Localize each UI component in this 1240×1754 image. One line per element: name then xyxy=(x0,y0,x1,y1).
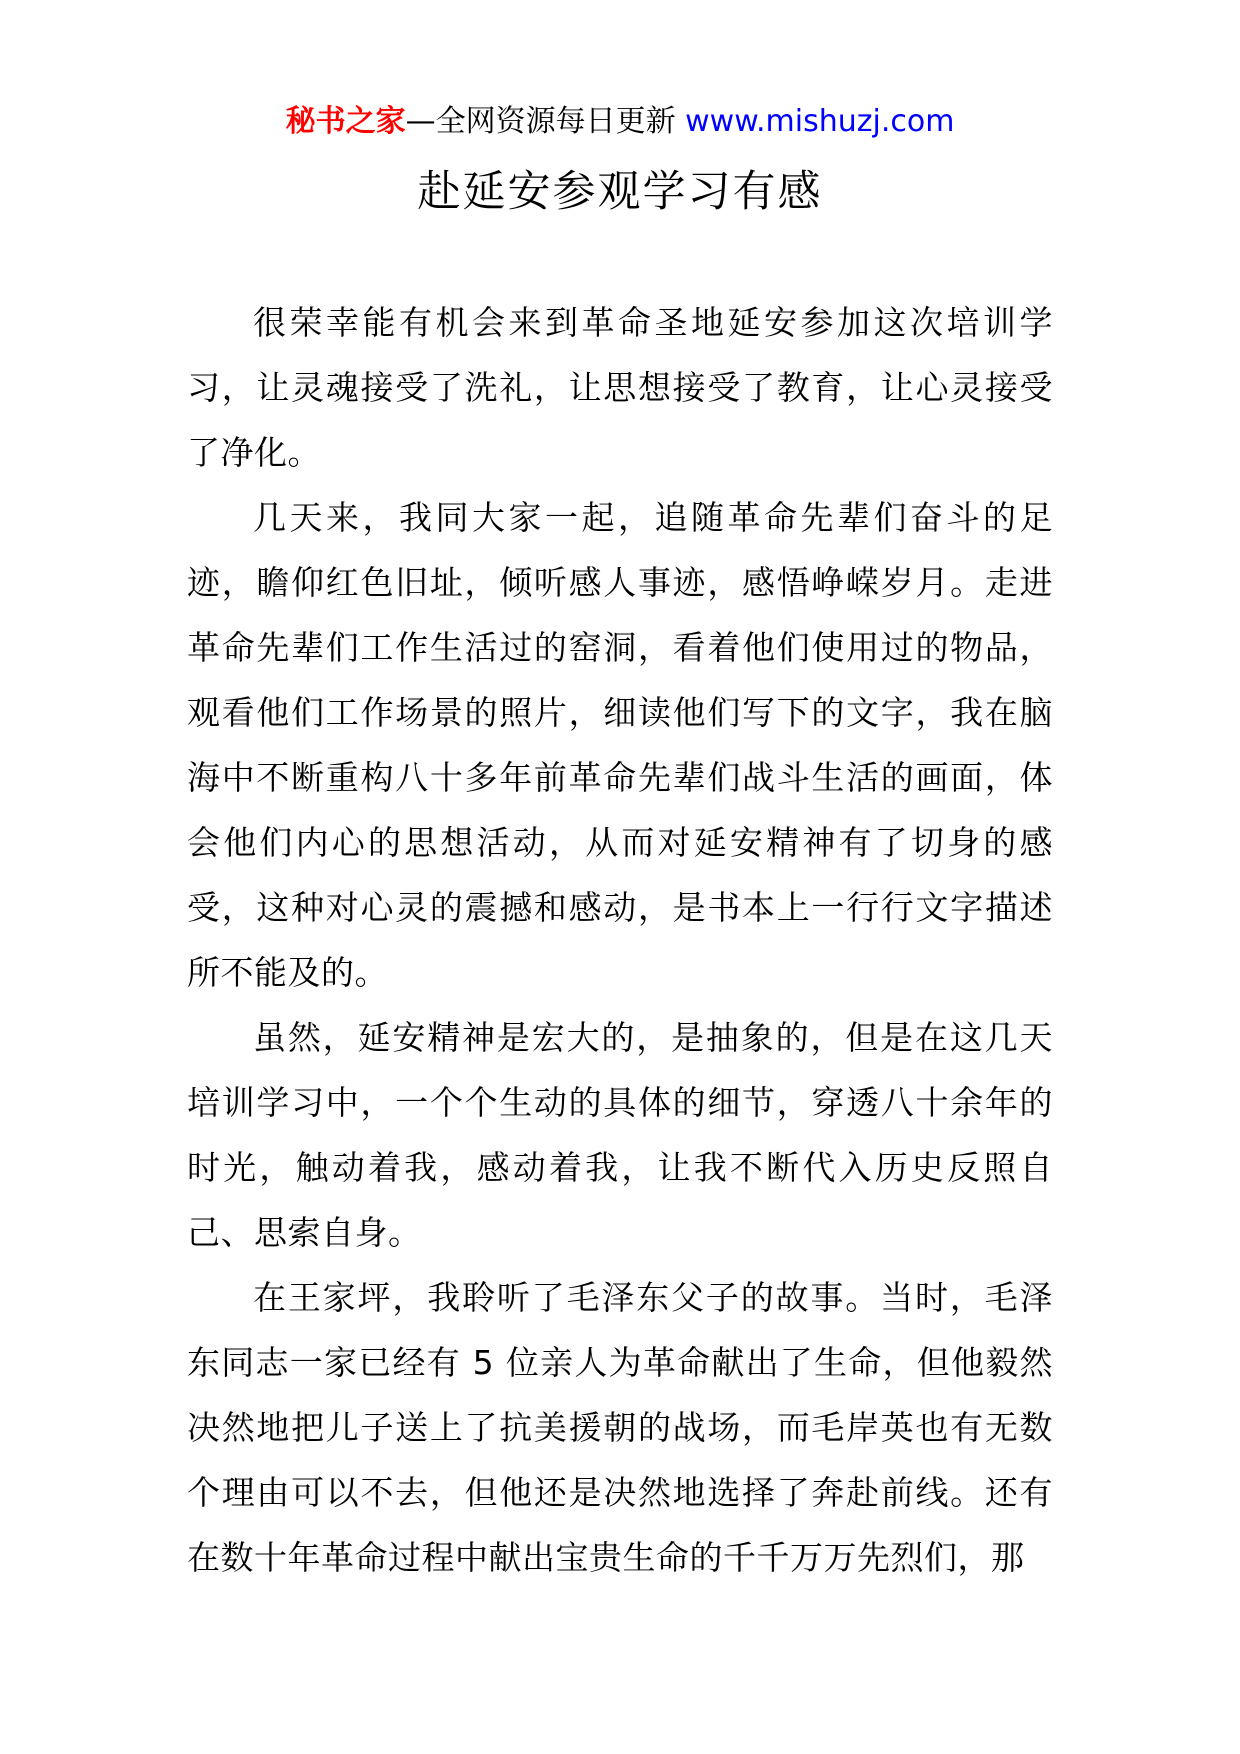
paragraph: 在王家坪，我聆听了毛泽东父子的故事。当时，毛泽东同志一家已经有 5 位亲人为革命献出了生命，但他毅然决然地把儿子送上了抗美援朝的战场，而毛岸英也有无数个理由可以不去，但他还是决然地选择了奔赴前线。还有在数十年革命过程中献出宝贵生命的千千万万先烈们，那 xyxy=(187,1278,1053,1577)
paragraph: 几天来，我同大家一起，追随革命先辈们奋斗的足迹，瞻仰红色旧址，倾听感人事迹，感悟峥嵘岁月。走进革命先辈们工作生活过的窑洞，看着他们使用过的物品，观看他们工作场景的照片，细读他们写下的文字，我在脑海中不断重构八十多年前革命先辈们战斗生活的画面，体会他们内心的思想活动，从而对延安精神有了切身的感受，这种对心灵的震撼和感动，是书本上一行行文字描述所不能及的。 xyxy=(187,498,1053,992)
document-body xyxy=(187,290,1053,1590)
site-header xyxy=(0,102,1240,142)
brand-name: 秘书之家 xyxy=(285,104,406,139)
paragraph: 很荣幸能有机会来到革命圣地延安参加这次培训学习，让灵魂接受了洗礼，让思想接受了教育，让心灵接受了净化。 xyxy=(187,303,1053,472)
document-title: 赴延安参观学习有感 xyxy=(417,167,823,217)
header-tagline: —全网资源每日更新 xyxy=(405,104,686,139)
site-url-link[interactable]: www.mishuzj.com xyxy=(685,104,955,139)
paragraph: 虽然，延安精神是宏大的，是抽象的，但是在这几天培训学习中，一个个生动的具体的细节，穿透八十余年的时光，触动着我，感动着我，让我不断代入历史反照自己、思索自身。 xyxy=(187,1018,1053,1252)
